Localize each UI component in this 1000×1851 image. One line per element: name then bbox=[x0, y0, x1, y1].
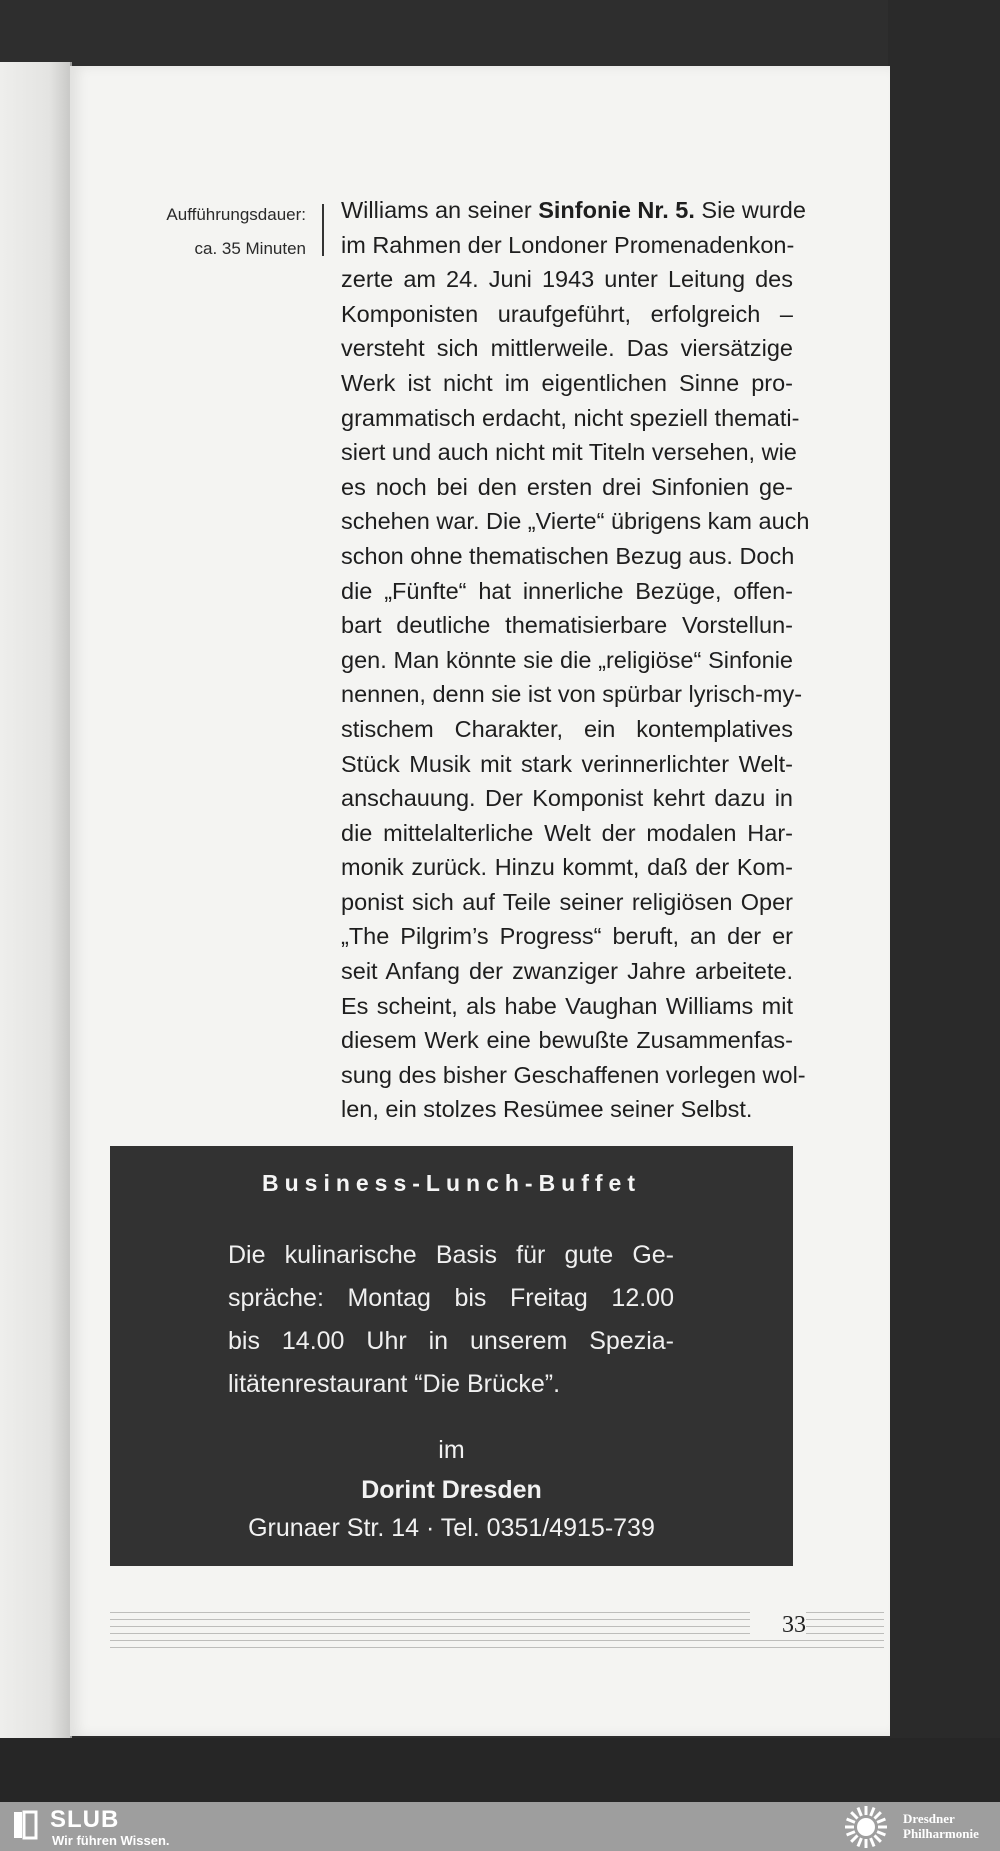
text-run: Williams an seiner bbox=[341, 197, 539, 223]
margin-divider bbox=[322, 204, 324, 256]
text-line bbox=[341, 712, 793, 747]
logo-ray bbox=[851, 1835, 857, 1841]
ad-text-line: litätenrestaurant “Die Brücke”. bbox=[228, 1370, 561, 1398]
ad-address: Grunaer Str. 14 · Tel. 0351/4915-739 bbox=[248, 1514, 655, 1542]
text-run: gen. Man könnte sie die „religiöse“ Sinfonie bbox=[341, 646, 793, 673]
text-run: monik zurück. Hinzu kommt, daß der Kom- bbox=[341, 854, 793, 881]
text-run: die „Fünfte“ hat innerliche Bezüge, offen- bbox=[341, 577, 793, 604]
text-line bbox=[341, 228, 793, 263]
logo-ray bbox=[874, 1835, 880, 1841]
logo-ray bbox=[851, 1812, 857, 1818]
left-page-edge bbox=[0, 62, 72, 1738]
bold-text-run: Sinfonie Nr. 5. bbox=[538, 197, 695, 223]
library-logo-text[interactable]: SLUB bbox=[50, 1806, 120, 1833]
text-line bbox=[341, 850, 793, 885]
text-run: versteht sich mittlerweile. Das viersätzige bbox=[341, 335, 793, 362]
text-line bbox=[341, 781, 793, 816]
text-run: len, ein stolzes Resümee seiner Selbst. bbox=[341, 1096, 753, 1123]
ad-text-line: bis 14.00 Uhr in unserem Spezia- bbox=[228, 1327, 674, 1355]
ad-body-text bbox=[228, 1234, 674, 1406]
partner-name-line1: Dresdner bbox=[903, 1811, 955, 1826]
text-line bbox=[341, 1092, 793, 1127]
text-run: bart deutliche thematisierbare Vorstellun- bbox=[341, 612, 793, 639]
text-run: im Rahmen der Londoner Promenadenkon- bbox=[341, 231, 795, 258]
text-run: siert und auch nicht mit Titeln versehen, wie bbox=[341, 439, 797, 466]
duration-value: ca. 35 Minuten bbox=[194, 239, 306, 258]
text-line bbox=[341, 470, 793, 505]
text-line bbox=[341, 366, 793, 401]
philharmonie-logo-icon bbox=[843, 1804, 889, 1850]
ad-text-line: spräche: Montag bis Freitag 12.00 bbox=[228, 1284, 674, 1312]
scan-top-border bbox=[0, 0, 1000, 70]
text-line bbox=[341, 574, 793, 609]
partner-logo-text[interactable] bbox=[903, 1811, 979, 1841]
text-run: seit Anfang der zwanziger Jahre arbeitete. bbox=[341, 958, 793, 985]
ad-text-line: Die kulinarische Basis für gute Ge- bbox=[228, 1241, 674, 1269]
text-line bbox=[341, 435, 797, 470]
text-line bbox=[341, 331, 793, 366]
text-line bbox=[341, 919, 793, 954]
logo-ray bbox=[877, 1819, 885, 1822]
text-run: Sie wurde bbox=[694, 197, 806, 223]
text-run: grammatisch erdacht, nicht speziell themati- bbox=[341, 404, 800, 431]
library-book-icon bbox=[12, 1810, 38, 1840]
ad-title: Business-Lunch-Buffet bbox=[262, 1170, 641, 1196]
text-run: anschauung. Der Komponist kehrt dazu in bbox=[341, 785, 793, 812]
scan-bottom-border bbox=[0, 1738, 1000, 1802]
text-line bbox=[341, 262, 793, 297]
logo-ray bbox=[847, 1819, 855, 1822]
library-tagline: Wir führen Wissen. bbox=[52, 1833, 170, 1848]
text-run: sung des bisher Geschaffenen vorlegen wol- bbox=[341, 1061, 806, 1088]
text-line bbox=[341, 885, 793, 920]
text-line bbox=[341, 504, 810, 539]
logo-ray bbox=[874, 1812, 880, 1818]
viewer-footer-bar bbox=[0, 1802, 1000, 1851]
text-line bbox=[341, 297, 793, 332]
footer-rule bbox=[110, 1640, 884, 1641]
text-line bbox=[341, 608, 793, 643]
scan-right-border bbox=[888, 0, 1000, 1800]
text-line bbox=[341, 1058, 806, 1093]
text-run: die mittelalterliche Welt der modalen Har- bbox=[341, 819, 793, 846]
text-run: stischem Charakter, ein kontemplatives bbox=[341, 715, 793, 742]
text-line bbox=[341, 1023, 793, 1058]
text-run: Komponisten uraufgeführt, erfolgreich – bbox=[341, 300, 793, 327]
logo-ray bbox=[871, 1808, 874, 1816]
text-run: Stück Musik mit stark verinnerlichter Welt- bbox=[341, 750, 793, 777]
text-line bbox=[341, 643, 793, 678]
text-line bbox=[341, 539, 793, 574]
text-line bbox=[341, 193, 806, 228]
performance-duration-note bbox=[110, 198, 306, 266]
text-line bbox=[341, 989, 793, 1024]
text-line bbox=[341, 677, 803, 712]
footer-rule bbox=[110, 1647, 884, 1648]
text-run: zerte am 24. Juni 1943 unter Leitung des bbox=[341, 266, 793, 293]
text-run: Es scheint, als habe Vaughan Williams mit bbox=[341, 992, 793, 1019]
article-body bbox=[341, 193, 810, 1127]
partner-name-line2: Philharmonie bbox=[903, 1826, 979, 1841]
advertisement-box bbox=[110, 1146, 793, 1566]
text-run: „The Pilgrim’s Progress“ beruft, an der er bbox=[341, 923, 793, 950]
logo-ray bbox=[858, 1808, 861, 1816]
logo-ray bbox=[847, 1832, 855, 1835]
duration-label: Aufführungsdauer: bbox=[166, 205, 306, 224]
text-run: diesem Werk eine bewußte Zusammenfas- bbox=[341, 1027, 793, 1054]
text-line bbox=[341, 747, 793, 782]
text-run: Werk ist nicht im eigentlichen Sinne pro- bbox=[341, 369, 793, 396]
text-line bbox=[341, 954, 793, 989]
text-run: es noch bei den ersten drei Sinfonien ge- bbox=[341, 473, 793, 500]
text-run: ponist sich auf Teile seiner religiösen Oper bbox=[341, 888, 793, 915]
text-run: nennen, denn sie ist von spürbar lyrisch-my- bbox=[341, 681, 803, 708]
text-line bbox=[341, 401, 800, 436]
ad-hotel-name: Dorint Dresden bbox=[361, 1476, 542, 1504]
text-run: schehen war. Die „Vierte“ übrigens kam auch bbox=[341, 508, 810, 535]
page-number: 33 bbox=[750, 1612, 806, 1639]
text-run: schon ohne thematischen Bezug aus. Doch bbox=[341, 542, 795, 569]
logo-ray bbox=[858, 1838, 861, 1846]
logo-ray bbox=[877, 1832, 885, 1835]
text-line bbox=[341, 816, 793, 851]
ad-im: im bbox=[438, 1436, 465, 1464]
logo-ray bbox=[871, 1838, 874, 1846]
